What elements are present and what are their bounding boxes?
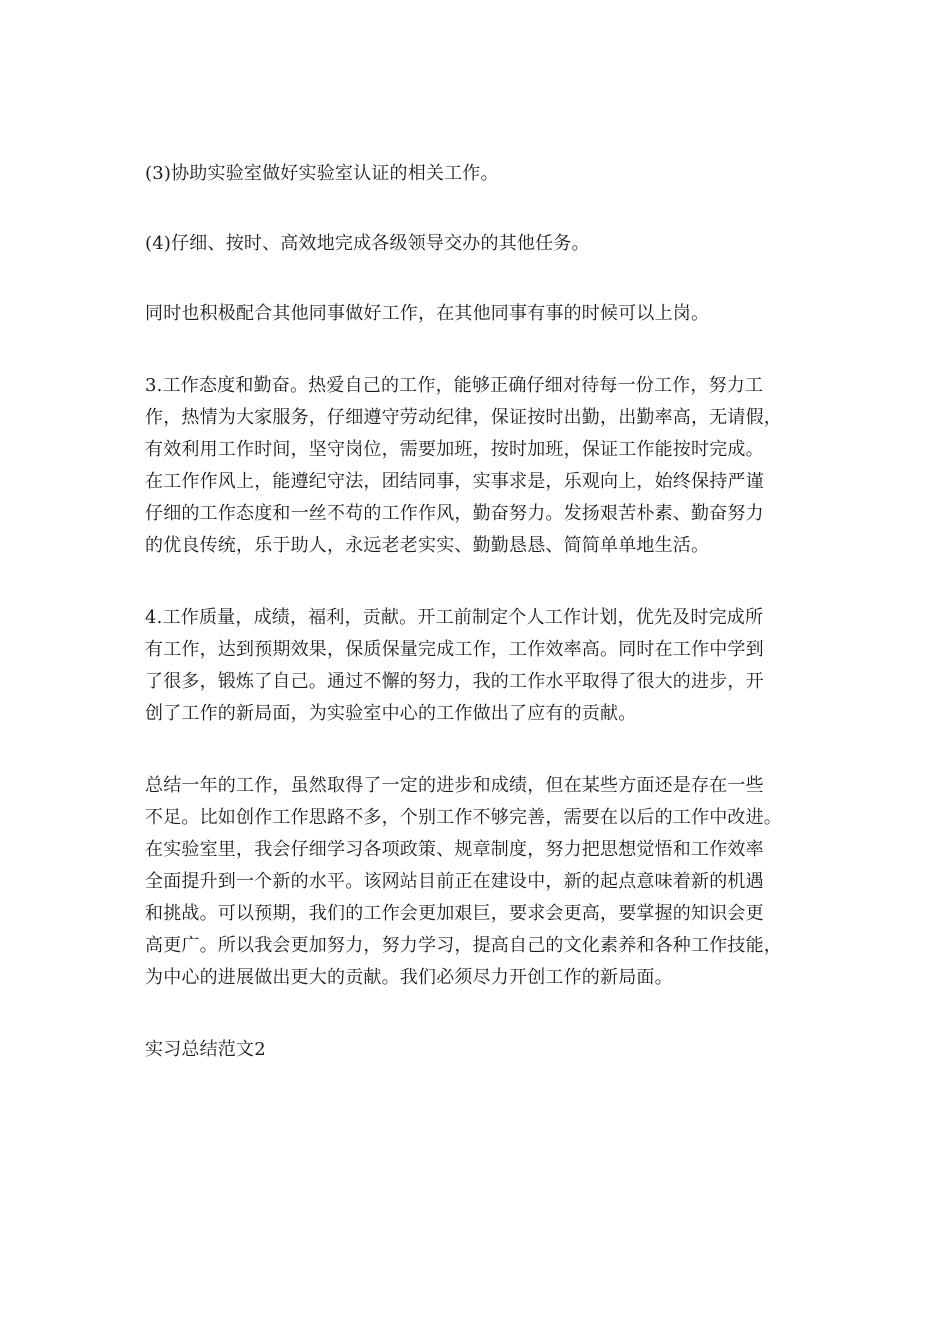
text-line: 同时也积极配合其他同事做好工作，在其他同事有事的时候可以上岗。 <box>145 303 710 324</box>
section-heading <box>145 1034 810 1066</box>
text-line: 在实验室里，我会仔细学习各项政策、规章制度，努力把思想觉悟和工作效率 <box>145 839 764 860</box>
paragraph-cooperation <box>145 298 810 330</box>
text-line: 在工作作风上，能遵纪守法，团结同事，实事求是，乐观向上，始终保持严谨 <box>145 471 764 492</box>
text-line: 为中心的进展做出更大的贡献。我们必须尽力开创工作的新局面。 <box>145 967 673 988</box>
text-line: 有工作，达到预期效果，保质保量完成工作，工作效率高。同时在工作中学到 <box>145 639 764 660</box>
paragraph-work-quality <box>145 602 810 730</box>
text-line: (3)协助实验室做好实验室认证的相关工作。 <box>145 163 499 184</box>
text-line: 4.工作质量，成绩，福利，贡献。开工前制定个人工作计划，优先及时完成所 <box>145 607 764 628</box>
text-line: 作，热情为大家服务，仔细遵守劳动纪律，保证按时出勤，出勤率高，无请假， <box>145 407 782 428</box>
heading-text: 实习总结范文2 <box>145 1039 266 1060</box>
text-line: 仔细的工作态度和一丝不苟的工作作风，勤奋努力。发扬艰苦朴素、勤奋努力 <box>145 503 764 524</box>
paragraph-summary <box>145 770 810 994</box>
text-line: 的优良传统，乐于助人，永远老老实实、勤勤恳恳、简简单单地生活。 <box>145 535 710 556</box>
text-line: 3.工作态度和勤奋。热爱自己的工作，能够正确仔细对待每一份工作，努力工 <box>145 375 764 396</box>
text-line: 有效利用工作时间，坚守岗位，需要加班，按时加班，保证工作能按时完成。 <box>145 439 764 460</box>
text-line: 全面提升到一个新的水平。该网站目前正在建设中，新的起点意味着新的机遇 <box>145 871 764 892</box>
text-line: 总结一年的工作，虽然取得了一定的进步和成绩，但在某些方面还是存在一些 <box>145 775 764 796</box>
document-body <box>145 158 810 1066</box>
paragraph-work-attitude <box>145 370 810 562</box>
text-line: (4)仔细、按时、高效地完成各级领导交办的其他任务。 <box>145 233 590 254</box>
text-line: 了很多，锻炼了自己。通过不懈的努力，我的工作水平取得了很大的进步，开 <box>145 671 764 692</box>
paragraph-item-4 <box>145 228 810 260</box>
text-line: 创了工作的新局面，为实验室中心的工作做出了应有的贡献。 <box>145 703 637 724</box>
text-line: 高更广。所以我会更加努力，努力学习，提高自己的文化素养和各种工作技能， <box>145 935 782 956</box>
paragraph-item-3 <box>145 158 810 190</box>
text-line: 不足。比如创作工作思路不多，个别工作不够完善，需要在以后的工作中改进。 <box>145 807 782 828</box>
text-line: 和挑战。可以预期，我们的工作会更加艰巨，要求会更高，要掌握的知识会更 <box>145 903 764 924</box>
